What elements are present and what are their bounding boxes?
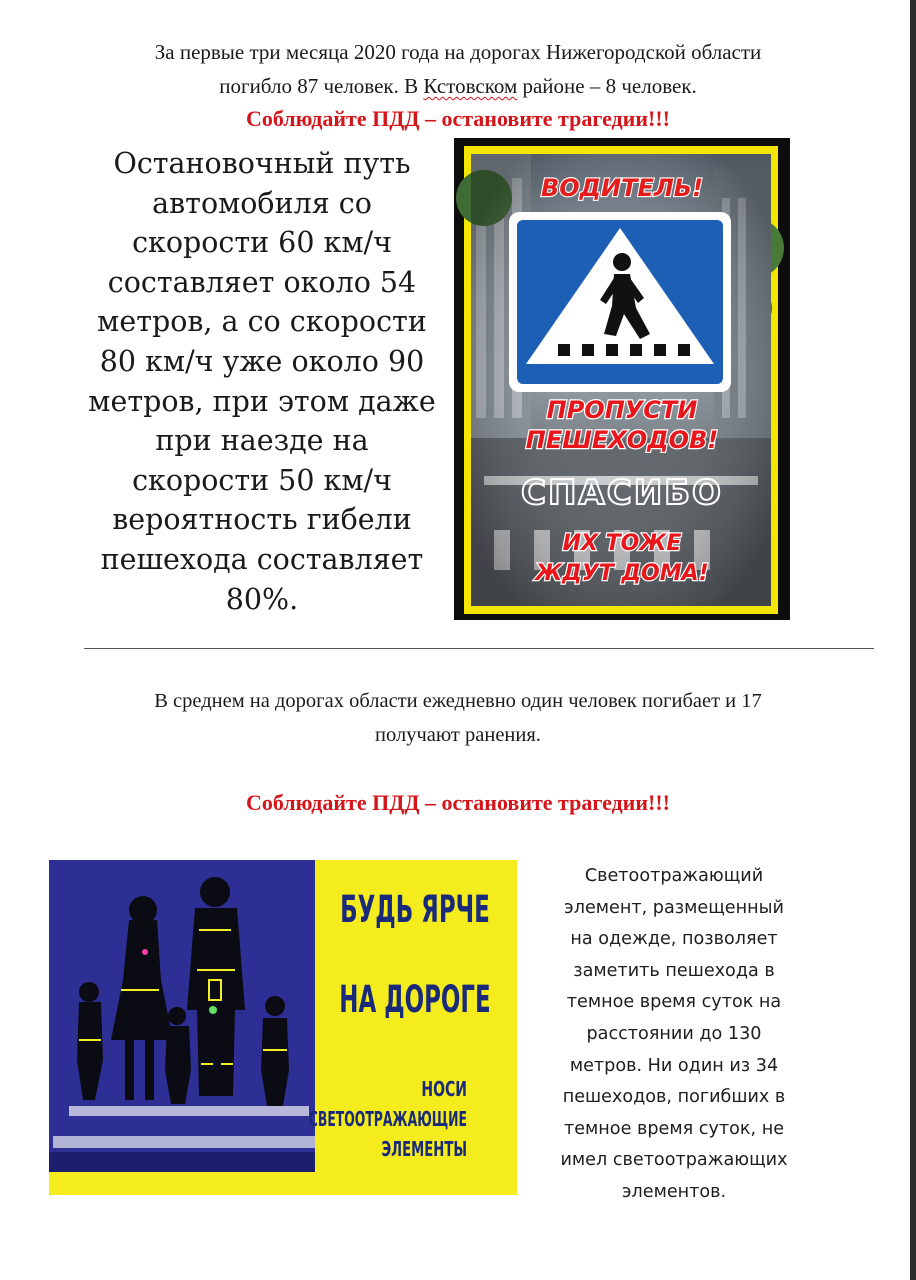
- reflector-info-line: имел светоотражающих: [560, 1150, 788, 1171]
- daily-stats-line-1: В среднем на дорогах области ежедневно один человек погибает и 17: [154, 690, 762, 712]
- slogan-bottom: Соблюдайте ПДД – остановите трагедии!!!: [245, 790, 671, 815]
- page-edge-shadow: [910, 0, 916, 1280]
- reflector-info-line: Светоотражающий: [584, 866, 764, 886]
- stopping-distance-line: скорости 60 км/ч: [132, 226, 392, 260]
- stopping-distance-line: составляет около 54: [107, 265, 417, 299]
- poster-line-pedestrians: ПЕШЕХОДОВ!: [525, 426, 719, 454]
- intro-line-2: [0, 74, 916, 99]
- reflector-info-line: на одежде, позволяет: [570, 929, 778, 950]
- stopping-distance-line: пешехода составляет: [100, 542, 424, 576]
- reflector-info-line: темное время суток, не: [563, 1118, 785, 1139]
- reflector-info-line: элемент, размещенный: [564, 897, 784, 918]
- daily-stats-line-2: получают ранения.: [375, 724, 541, 746]
- intro-line-1: За первые три месяца 2020 года на дорогах Нижегородской области: [154, 40, 762, 64]
- kstovo-district-name: Кстовском: [423, 74, 518, 98]
- banner-sub-3: ЭЛЕМЕНТЫ: [381, 1137, 467, 1161]
- reflector-info-line: темное время суток на: [566, 992, 782, 1013]
- driver-poster: [454, 138, 790, 620]
- stopping-distance-text: [68, 144, 456, 619]
- reflector-info-line: пешеходов, погибших в: [562, 1087, 786, 1108]
- stopping-distance-line: Остановочный путь: [113, 147, 411, 180]
- stopping-distance-line: вероятность гибели: [112, 503, 412, 537]
- poster-line-wait-home: ЖДУТ ДОМА!: [535, 561, 709, 586]
- reflector-info-text: [536, 861, 812, 1209]
- banner-headline-2: НА ДОРОГЕ: [339, 978, 491, 1022]
- poster-line-let-pass: ПРОПУСТИ: [546, 396, 698, 424]
- banner-headline-1: БУДЬ ЯРЧЕ: [340, 888, 490, 932]
- slogan-top: Соблюдайте ПДД – остановите трагедии!!!: [245, 106, 671, 131]
- intro-line-2-end: районе – 8 человек.: [517, 74, 697, 98]
- poster-line-they-too: ИХ ТОЖЕ: [562, 531, 682, 556]
- banner-sub-1: НОСИ: [421, 1078, 467, 1102]
- stopping-distance-line: автомобиля со: [152, 186, 372, 220]
- stopping-distance-line: 80 км/ч уже около 90: [99, 344, 425, 378]
- reflector-info-line: метров. Ни один из 34: [569, 1055, 779, 1076]
- intro-line-2-start: погибло 87 человек. В: [219, 74, 424, 98]
- be-brighter-banner: [49, 860, 517, 1195]
- poster-title: ВОДИТЕЛЬ!: [540, 174, 704, 202]
- reflector-info-line: заметить пешехода в: [573, 960, 775, 981]
- stopping-distance-line: 80%.: [225, 582, 299, 616]
- stopping-distance-line: метров, при этом даже: [88, 384, 436, 418]
- stopping-distance-line: при наезде на: [155, 424, 369, 458]
- stopping-distance-line: метров, а со скорости: [97, 305, 427, 339]
- reflector-info-line: расстоянии до 130: [586, 1023, 762, 1044]
- reflector-info-line: элементов.: [621, 1181, 727, 1202]
- poster-line-thanks: СПАСИБО: [521, 473, 723, 513]
- banner-sub-2: СВЕТООТРАЖАЮЩИЕ: [308, 1107, 467, 1131]
- stopping-distance-line: скорости 50 км/ч: [132, 463, 392, 497]
- section-divider: [84, 648, 874, 649]
- pedestrian-crossing-sign: [509, 212, 731, 392]
